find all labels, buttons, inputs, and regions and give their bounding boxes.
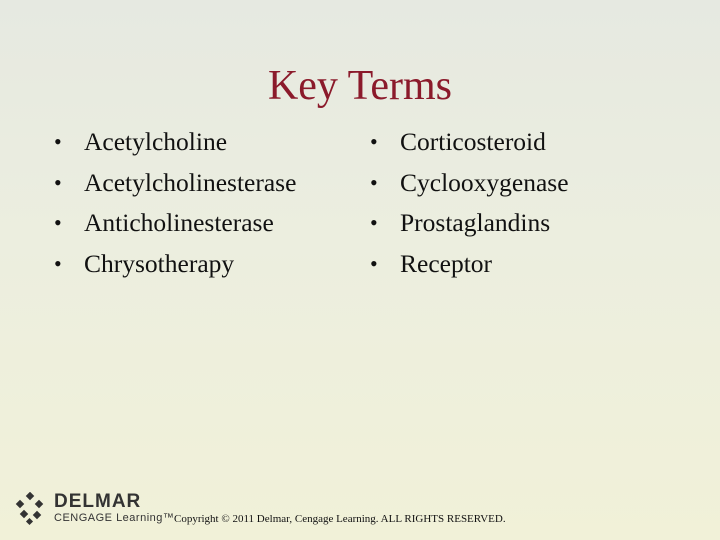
term-label: Anticholinesterase xyxy=(84,208,274,237)
bullet-icon: • xyxy=(370,250,378,276)
term-label: Receptor xyxy=(400,248,493,278)
logo-subtitle: CENGAGE Learning™ xyxy=(54,512,175,524)
list-item xyxy=(48,246,296,287)
list-item xyxy=(48,124,296,165)
bullet-icon: • xyxy=(370,210,378,235)
term-label: Cyclooxygenase xyxy=(400,167,569,197)
term-label: Acetylcholinesterase xyxy=(84,167,297,197)
delmar-cengage-logo xyxy=(14,492,174,526)
list-item xyxy=(48,205,296,246)
bullet-icon: • xyxy=(370,129,378,154)
slide-title: Key Terms xyxy=(267,63,453,109)
bullet-icon: • xyxy=(54,169,62,195)
list-item xyxy=(364,246,569,287)
term-label: Prostaglandins xyxy=(400,208,551,237)
list-item xyxy=(364,124,569,165)
left-terms-list xyxy=(48,124,296,286)
bullet-icon: • xyxy=(54,210,62,235)
list-item xyxy=(364,205,569,246)
list-item xyxy=(48,165,296,206)
bullet-icon: • xyxy=(54,250,62,276)
right-terms-list xyxy=(364,124,569,286)
logo-brand: DELMAR xyxy=(54,491,142,512)
term-label: Chrysotherapy xyxy=(84,248,235,278)
bullet-icon: • xyxy=(54,129,62,154)
list-item xyxy=(364,165,569,206)
copyright-notice: Copyright © 2011 Delmar, Cengage Learning. ALL RIGHTS RESERVED. xyxy=(174,513,506,525)
term-label: Acetylcholine xyxy=(84,127,228,156)
logo-mark-icon xyxy=(14,492,48,526)
term-label: Corticosteroid xyxy=(400,127,546,156)
bullet-icon: • xyxy=(370,169,378,195)
